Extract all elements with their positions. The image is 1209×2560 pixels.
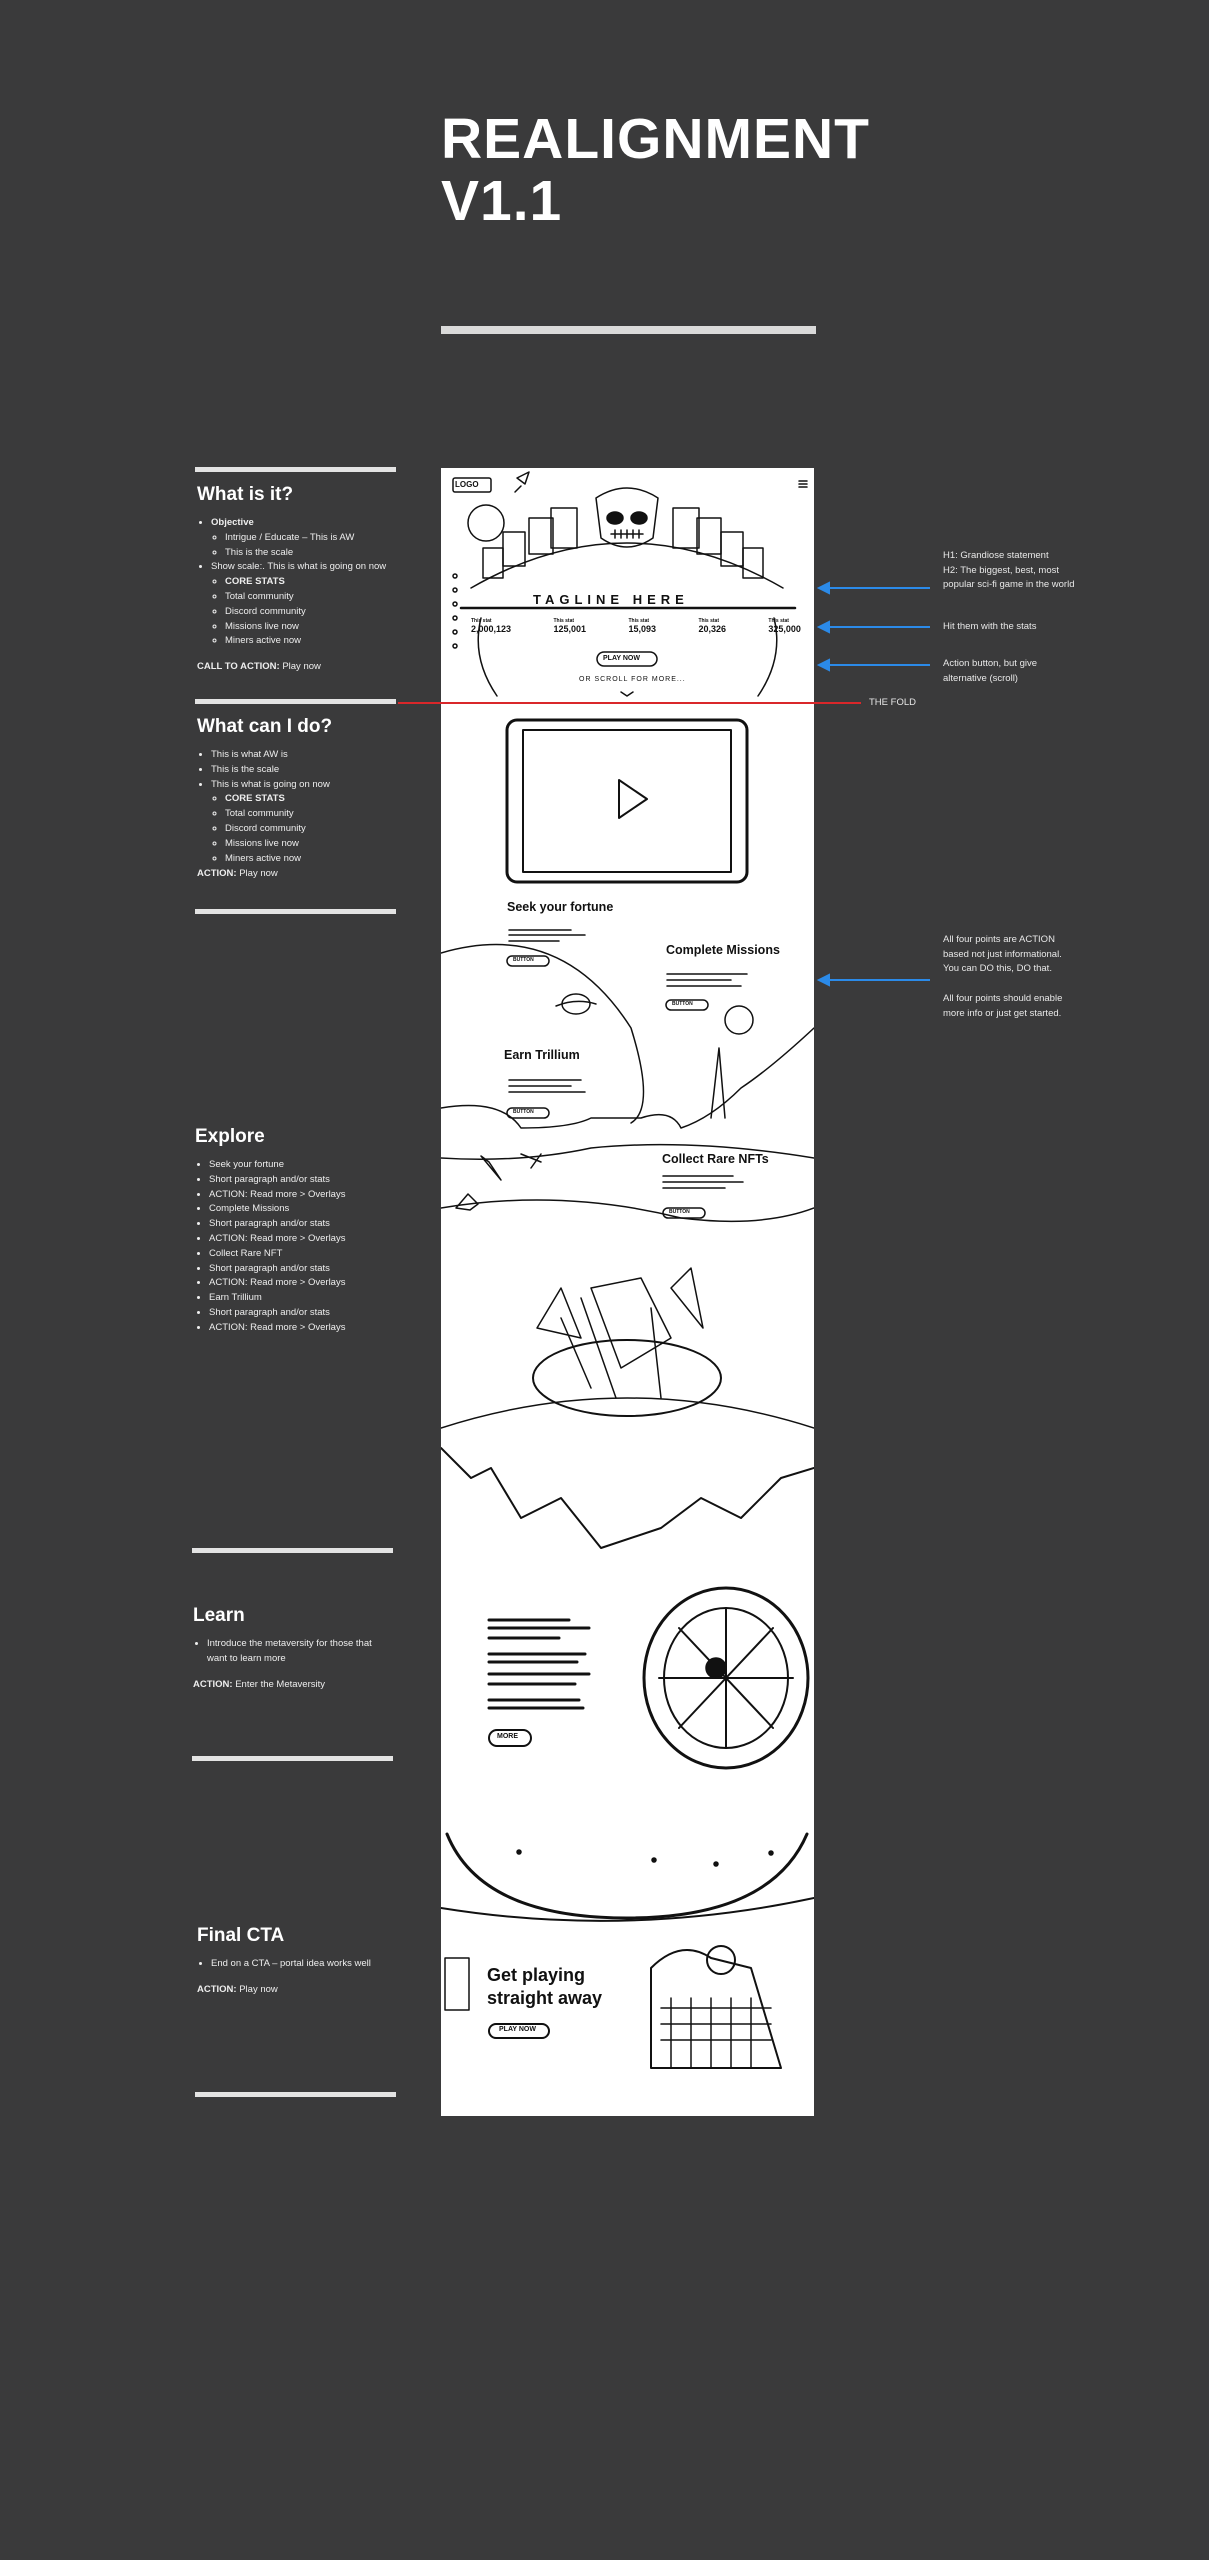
stat-item <box>471 618 511 634</box>
explore-terrain <box>441 1028 814 1128</box>
list-item: • Seek your fortune <box>209 1158 395 1173</box>
list-item: ◦ Total community <box>225 590 397 605</box>
wireframe-drawing <box>441 468 814 2116</box>
section-learn <box>193 1605 393 1690</box>
stat-value: 2,000,123 <box>471 624 512 634</box>
section-heading: Learn <box>193 1605 245 1626</box>
arrow-head-icon <box>819 583 829 593</box>
text-lines <box>667 974 747 986</box>
sub-list <box>211 531 397 561</box>
wireframe-play-now: PLAY NOW <box>603 655 640 662</box>
wireframe-complete-missions: Complete Missions <box>666 943 780 957</box>
list-item: • This is the scale <box>211 763 397 778</box>
list-item: ◦ Miners active now <box>225 852 397 867</box>
hero-card <box>503 532 525 566</box>
stat-value: 125,001 <box>553 624 587 634</box>
stat-label: This stat <box>628 618 650 624</box>
final-headline-line1: Get playing <box>487 1965 586 1985</box>
learn-heading-lines <box>489 1620 589 1638</box>
section-divider <box>195 699 396 704</box>
stats-row <box>471 618 801 634</box>
sub-list <box>211 792 397 866</box>
portal-pillar <box>445 1958 469 2010</box>
machine-grid <box>661 1998 771 2068</box>
section-divider <box>195 2092 396 2097</box>
explore-terrain <box>441 1200 814 1221</box>
crystal-shards <box>561 1298 661 1398</box>
annotation-arrows <box>815 560 935 990</box>
scroll-down-icon <box>621 692 633 696</box>
list-item: ◦ Total community <box>225 807 397 822</box>
wireframe-logo: LOGO <box>455 480 479 489</box>
list-item: • Short paragraph and/or stats <box>209 1217 395 1232</box>
list-item-label: Show scale:. This is what is going on now <box>211 561 387 573</box>
action-value: Enter the Metaversity <box>235 1678 325 1690</box>
play-icon <box>619 780 647 818</box>
hero-card <box>697 518 721 554</box>
note-h1-h2: H1: Grandiose statement H2: The biggest, best, most popular sci-fi game in the world <box>943 550 1075 590</box>
learn-text-lines <box>489 1654 589 1708</box>
action-line <box>197 1984 397 1995</box>
sub-list <box>211 575 397 649</box>
island-top <box>441 1398 814 1428</box>
island-underside <box>441 1448 814 1548</box>
explore-planet-curve <box>441 945 644 1123</box>
list-item: • ACTION: Read more > Overlays <box>209 1232 395 1247</box>
fold-line <box>398 702 861 704</box>
wireframe-button-label: BUTTON <box>669 1209 690 1215</box>
hero-card <box>673 508 699 548</box>
list-item: ◦ Missions live now <box>225 837 397 852</box>
list-item <box>211 516 397 560</box>
moon-icon <box>725 1006 753 1034</box>
text-lines <box>509 1080 585 1092</box>
title-underline <box>441 326 816 334</box>
bullet-list <box>197 1957 397 1972</box>
wireframe-final-button-label: PLAY NOW <box>499 2026 536 2033</box>
section-heading: What can I do? <box>197 716 333 737</box>
hero-card <box>529 518 553 554</box>
arrow-head-icon <box>819 660 829 670</box>
list-item: ◦ Missions live now <box>225 620 397 635</box>
stat-item <box>628 618 656 634</box>
cta-value: Play now <box>282 661 321 673</box>
wireframe-scroll-hint: OR SCROLL FOR MORE... <box>579 676 686 683</box>
hero-eye <box>631 512 647 524</box>
pit-rim <box>533 1340 721 1416</box>
bullet-list <box>195 1158 395 1336</box>
list-item-label: This is what is going on now <box>211 778 330 790</box>
wireframe-seek-fortune: Seek your fortune <box>507 900 614 914</box>
stat-label: This stat <box>553 618 575 624</box>
action-label: ACTION: <box>193 1678 233 1690</box>
list-item: • Short paragraph and/or stats <box>209 1173 395 1188</box>
list-item: • Collect Rare NFT <box>209 1247 395 1262</box>
hero-eye <box>607 512 623 524</box>
wireframe-collect-nfts: Collect Rare NFTs <box>662 1152 769 1166</box>
cta-label: CALL TO ACTION: <box>197 661 280 673</box>
list-item: ◦ Discord community <box>225 822 397 837</box>
action-label: ACTION: <box>197 1983 237 1995</box>
section-divider <box>195 909 396 914</box>
action-value: Play now <box>239 1983 278 1995</box>
list-item: ◦ CORE STATS <box>225 575 397 590</box>
wireframe-sketch <box>441 468 814 2116</box>
bullet-list <box>193 1637 393 1667</box>
list-item: • Short paragraph and/or stats <box>209 1306 395 1321</box>
rocket-icon <box>515 472 529 492</box>
note-four-points-1: All four points are ACTION based not just informational. You can DO this, DO that. <box>943 934 1062 974</box>
list-item: • ACTION: Read more > Overlays <box>209 1321 395 1336</box>
stat-item <box>698 618 726 634</box>
section-heading: Final CTA <box>197 1925 285 1946</box>
note-action: Action button, but give alternative (scroll) <box>943 658 1038 684</box>
text-lines <box>509 930 585 941</box>
wireframe-earn-trillium: Earn Trillium <box>504 1048 580 1062</box>
section-divider <box>192 1756 393 1761</box>
list-item <box>211 560 397 649</box>
stat-item <box>553 618 586 634</box>
wireframe-tagline: TAGLINE HERE <box>533 592 689 607</box>
hero-card <box>551 508 577 548</box>
list-item: • End on a CTA – portal idea works well <box>211 1957 397 1972</box>
action-value: Play now <box>239 868 278 880</box>
hero-planet <box>468 505 504 541</box>
list-item: ◦ Miners active now <box>225 634 397 649</box>
section-explore <box>195 1126 395 1336</box>
list-item: • This is what AW is <box>211 748 397 763</box>
wheel-spokes <box>659 1608 793 1748</box>
list-item-label: Objective <box>211 517 254 528</box>
crystal-sketch <box>537 1268 703 1368</box>
wireframe-final-headline <box>487 1964 602 2010</box>
wireframe-button-label: BUTTON <box>513 957 534 963</box>
list-item: • Earn Trillium <box>209 1291 395 1306</box>
stat-label: This stat <box>698 618 719 624</box>
portal-dot <box>769 1851 773 1855</box>
section-final-cta <box>197 1925 397 1995</box>
note-four-points-2: All four points should enable more info or just get started. <box>943 993 1063 1019</box>
final-headline-line2: straight away <box>487 1988 603 2008</box>
nav-dot <box>453 616 457 620</box>
stat-value: 20,326 <box>698 624 726 634</box>
note-stats: Hit them with the stats <box>943 621 1037 632</box>
planet-icon <box>562 994 590 1014</box>
portal-dot <box>714 1862 718 1866</box>
action-line <box>193 1679 393 1690</box>
stat-item <box>768 618 801 634</box>
stat-label: This stat <box>768 618 789 624</box>
video-frame-outer <box>507 720 747 882</box>
arrow-head-icon <box>819 975 829 985</box>
list-item: • Complete Missions <box>209 1202 395 1217</box>
cta-line <box>197 661 397 672</box>
video-frame-inner <box>523 730 731 872</box>
section-divider <box>195 467 396 472</box>
nav-dot <box>453 630 457 634</box>
section-what-is-it <box>197 484 397 672</box>
page-title-line2: V1.1 <box>441 169 563 233</box>
section-what-can-i-do <box>197 716 397 879</box>
list-item: ◦ Discord community <box>225 605 397 620</box>
list-item: • ACTION: Read more > Overlays <box>209 1188 395 1203</box>
wireframe-button-label: BUTTON <box>672 1001 693 1007</box>
list-item: ◦ This is the scale <box>225 546 397 561</box>
portal-dot <box>517 1850 521 1854</box>
rock-sketch <box>456 1194 478 1210</box>
nav-dot <box>453 602 457 606</box>
stat-value: 325,000 <box>768 624 801 634</box>
hero-card <box>743 548 763 578</box>
arrow-head-icon <box>819 622 829 632</box>
nav-dot <box>453 574 457 578</box>
wheel-hub <box>706 1658 726 1678</box>
stat-value: 15,093 <box>628 624 656 634</box>
section-divider <box>192 1548 393 1553</box>
list-item: ◦ CORE STATS <box>225 792 397 807</box>
action-label: ACTION: <box>197 868 237 880</box>
bullet-list <box>197 516 397 649</box>
bullet-list <box>197 748 397 866</box>
page-title <box>441 108 870 232</box>
nav-dot <box>453 588 457 592</box>
nav-dot <box>453 644 457 648</box>
wireframe-button-label: BUTTON <box>513 1109 534 1115</box>
section-heading: Explore <box>195 1126 265 1147</box>
list-item: • ACTION: Read more > Overlays <box>209 1276 395 1291</box>
list-item: • Short paragraph and/or stats <box>209 1262 395 1277</box>
wireframe-more-label: MORE <box>497 1733 518 1740</box>
action-line <box>197 868 397 879</box>
list-item: • Introduce the metaversity for those that want to learn more <box>207 1637 393 1667</box>
menu-icon <box>799 481 807 487</box>
text-lines <box>663 1176 743 1188</box>
list-item <box>211 778 397 867</box>
portal-dot <box>652 1858 656 1862</box>
list-item: ◦ Intrigue / Educate – This is AW <box>225 531 397 546</box>
fold-label: THE FOLD <box>869 697 916 708</box>
page-title-line1: REALIGNMENT <box>441 107 870 171</box>
hero-teeth <box>611 530 643 538</box>
section-heading: What is it? <box>197 484 294 505</box>
stat-label: This stat <box>471 618 492 624</box>
portal-arc <box>447 1834 807 1918</box>
